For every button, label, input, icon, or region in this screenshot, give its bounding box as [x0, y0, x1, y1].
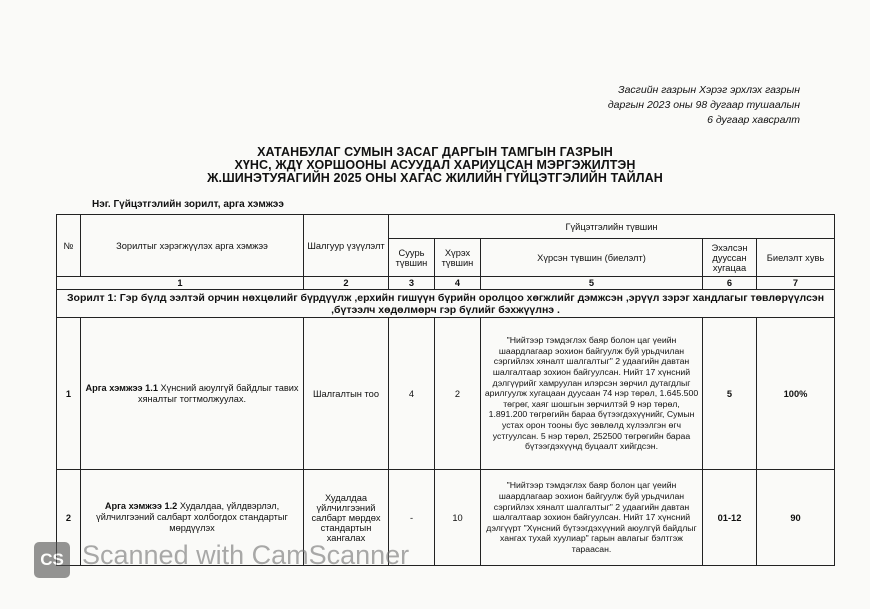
decree-line-1: Засгийн газрын Хэрэг эрхлэх газрын	[618, 84, 800, 96]
column-number: 2	[304, 277, 389, 290]
header-indicator: Шалгуур үзүүлэлт	[304, 215, 389, 277]
report-title-line-2: ХҮНС, ЖДҮ ХОРШООНЫ АСУУДАЛ ХАРИУЦСАН МЭРГЭЖИЛТЭН	[234, 158, 636, 172]
period-cell: 01-12	[703, 470, 757, 566]
goal-row: Зорилт 1: Гэр бүлд ээлтэй орчин нөхцөлийг бүрдүүлж ,ерхийн гишүүн бүрийн оролцоо хөгжлийг дэмжсэн ,эрүүл зэрэг хандлагыг төвлөрүүлсэн ,бүтээлч хөдөлмөрч гэр бүлийг бэхжүүлнэ .	[57, 290, 835, 318]
watermark-text: Scanned with CamScanner	[82, 540, 410, 570]
performance-table	[56, 214, 835, 566]
target-cell: 2	[435, 318, 481, 470]
target-cell: 10	[435, 470, 481, 566]
column-number: 4	[435, 277, 481, 290]
camscanner-watermark	[30, 538, 550, 578]
action-label: Арга хэмжээ 1.1	[85, 382, 158, 393]
column-number: 1	[57, 277, 304, 290]
decree-line-2: даргын 2023 оны 98 дугаар тушаалын	[607, 99, 800, 111]
camscanner-logo-icon: CS	[34, 542, 70, 578]
achieved-cell: "Нийтээр тэмдэглэх баяр болон цаг үеийн шаардлагаар эохион байгуулж буй урьдчилан сэргийлэх хяналт шалгалтыг" 2 удаагийн давтан шалгалтаар зохион байгуулсан. Нийт 17 хүнсний дэлгүүрт "Хүнсний бүтээгдэхүүний аюулгүй байдлыг хангах тухай хуулиар" гарын авлагыг бэлтгэж тараасан.	[481, 470, 703, 566]
percent-cell: 100%	[757, 318, 835, 470]
header-action: Зорилтыг хэрэгжүүлэх арга хэмжээ	[81, 215, 304, 277]
column-number: 7	[757, 277, 835, 290]
header-target: Хүрэх түвшин	[435, 239, 481, 277]
percent-cell: 90	[757, 470, 835, 566]
header-performance-level: Гүйцэтгэлийн түвшин	[389, 215, 835, 239]
header-no: №	[57, 215, 81, 277]
report-title-line-3: Ж.ШИНЭТУЯАГИЙН 2025 ОНЫ ХАГАС ЖИЛИЙН ГҮЙЦЭТГЭЛИЙН ТАЙЛАН	[207, 171, 663, 185]
section-heading: Нэг. Гүйцэтгэлийн зорилт, арга хэмжээ	[92, 199, 284, 210]
achieved-cell: "Нийтээр тэмдэглэх баяр болон цаг үеийн шаардлагаар эохион байгуулж буй урьдчилан сэргийлэх хяналт шалгалтыг" 2 удаагийн давтан шалгалтаар зохион байгуулсан. Нийт 17 хүнсний дэлгүүрийг хамруулан илэрсэн зөрчил дутагдлыг арилгуулж хугацаан дуусаан 74 нэр төрөл, 1.645.500 төгрөг, хаяг шошгын зөрчилтэй 9 нэр төрөл, 1.891.200 төгрөгийн бараа бүтээгдэхүүнийг, Сумын устах орон тооны бус зөвлөлд хүлээлгэн өгч устгуулсан. 5 нэр төрөл, 252500 төгрөгийн бараа бүтээгдэхүүнд буцаалт хийгдсэн.	[481, 318, 703, 470]
column-number: 3	[389, 277, 435, 290]
indicator-cell: Шалгалтын тоо	[304, 318, 389, 470]
decree-annex-note	[608, 83, 800, 128]
header-baseline: Суурь түвшин	[389, 239, 435, 277]
header-period: Эхэлсэн дууссан хугацаа	[703, 239, 757, 277]
action-label: Арга хэмжээ 1.2	[104, 501, 178, 511]
indicator-cell: Худалдаа үйлчилгээний салбарт мөрдөх стандартын хангалах	[304, 470, 389, 566]
action-text: Худалдаа, үйлдвэрлэл, үйлчилгээний салбарт холбогдох стандартыг мөрдүүлэх	[96, 501, 288, 533]
action-cell	[81, 318, 304, 470]
decree-line-3: 6 дугаар хавсралт	[707, 114, 800, 126]
baseline-cell: -	[389, 470, 435, 566]
column-number-row	[57, 277, 835, 290]
column-number: 5	[481, 277, 703, 290]
header-percent: Биелэлт хувь	[757, 239, 835, 277]
header-achieved: Хүрсэн түвшин (биелэлт)	[481, 239, 703, 277]
row-number: 2	[57, 470, 81, 566]
action-text: Хүнсний аюулгүй байдлыг тавих хяналтыг тогтмолжуулах.	[137, 382, 299, 404]
row-number: 1	[57, 318, 81, 470]
column-number: 6	[703, 277, 757, 290]
period-cell: 5	[703, 318, 757, 470]
baseline-cell: 4	[389, 318, 435, 470]
report-title-line-1: ХАТАНБУЛАГ СУМЫН ЗАСАГ ДАРГЫН ТАМГЫН ГАЗРЫН	[257, 145, 613, 159]
table-row	[57, 318, 835, 470]
